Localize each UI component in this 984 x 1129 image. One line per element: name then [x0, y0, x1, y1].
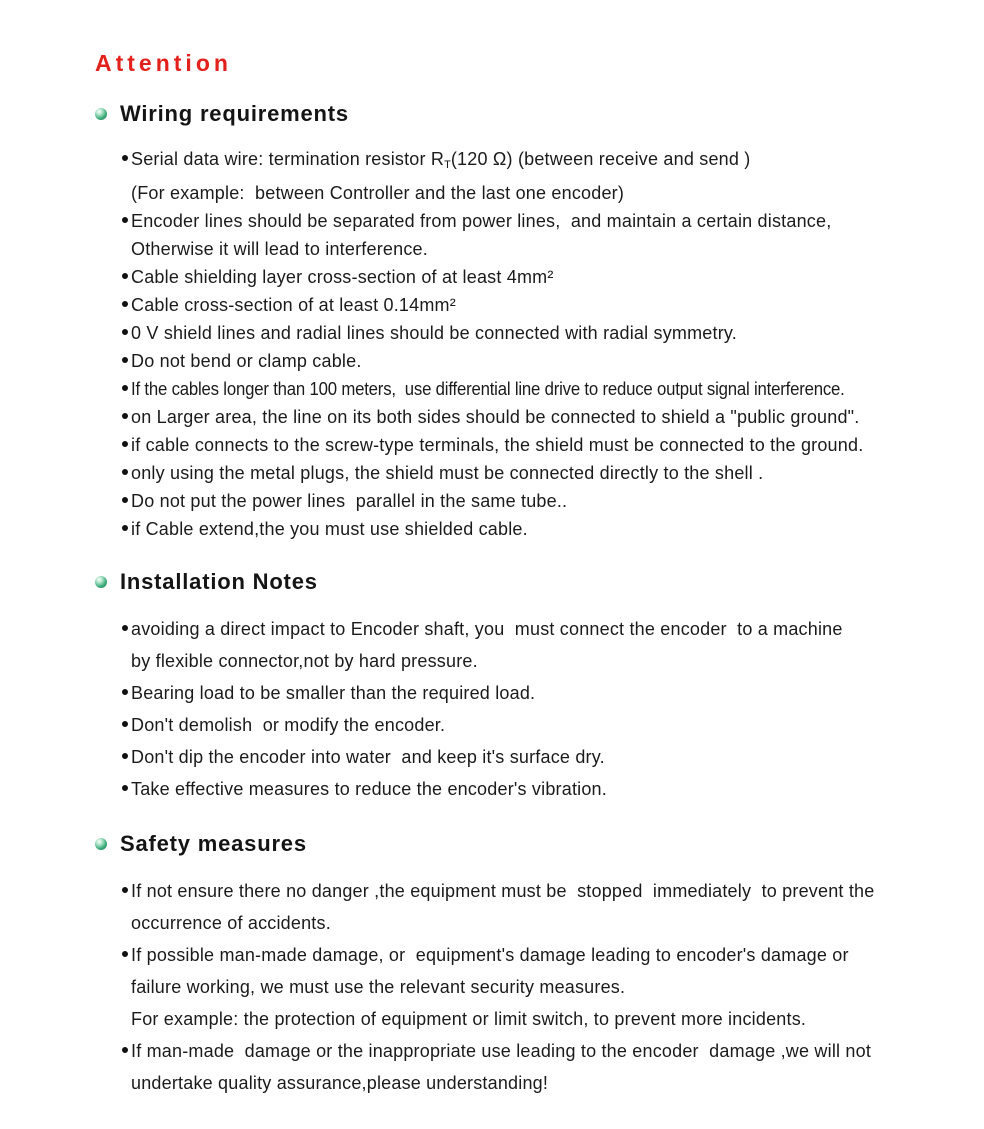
section-heading: Wiring requirements: [120, 101, 349, 126]
list-item-text: For example: the protection of equipment or limit switch, to prevent more incidents.: [131, 1009, 807, 1029]
bullet-dot-icon: [122, 525, 128, 531]
section-items: [122, 145, 984, 543]
list-item-line: [122, 235, 984, 263]
section-heading: Installation Notes: [120, 569, 318, 594]
list-item-text: 0 V shield lines and radial lines should be connected with radial symmetry.: [131, 323, 737, 343]
bullet-dot-icon: [122, 469, 128, 475]
bullet-dot-icon: [122, 753, 128, 759]
bullet-dot-icon: [122, 273, 128, 279]
list-item-text: Encoder lines should be separated from power lines, and maintain a certain distance,: [131, 211, 832, 231]
list-item-text: Do not bend or clamp cable.: [131, 351, 362, 371]
list-item-line: [122, 1035, 984, 1067]
list-item-line: [122, 431, 984, 459]
list-item-line: [122, 971, 984, 1003]
list-item-text: occurrence of accidents.: [131, 913, 331, 933]
section-heading-row: [95, 101, 984, 127]
bullet-dot-icon: [122, 951, 128, 957]
list-item-text: If not ensure there no danger ,the equipment must be stopped immediately to prevent the: [131, 881, 875, 901]
bullet-dot-icon: [122, 385, 128, 391]
section: [95, 831, 984, 1099]
bullet-dot-icon: [122, 887, 128, 893]
bullet-dot-icon: [122, 497, 128, 503]
bullet-dot-icon: [122, 301, 128, 307]
list-item-line: [122, 487, 984, 515]
list-item-line: [122, 1067, 984, 1099]
list-item-text: on Larger area, the line on its both sides should be connected to shield a "public ground".: [131, 407, 860, 427]
list-item-text: Serial data wire: termination resistor R: [131, 149, 445, 169]
list-item-line: [122, 677, 984, 709]
list-item-line: [122, 907, 984, 939]
section-heading-row: [95, 831, 984, 857]
list-item-line: [122, 207, 984, 235]
bullet-dot-icon: [122, 721, 128, 727]
bullet-dot-icon: [122, 625, 128, 631]
section: [95, 101, 984, 543]
bullet-dot-icon: [122, 785, 128, 791]
list-item-line: [122, 375, 984, 403]
list-item-text: If possible man-made damage, or equipment's damage leading to encoder's damage or: [131, 945, 849, 965]
bullet-dot-icon: [122, 217, 128, 223]
subscript-text: T: [444, 159, 451, 171]
list-item-text: Bearing load to be smaller than the required load.: [131, 683, 536, 703]
section-bullet-icon: [95, 838, 107, 850]
bullet-dot-icon: [122, 329, 128, 335]
list-item-line: [122, 515, 984, 543]
list-item-line: [122, 459, 984, 487]
list-item-text: only using the metal plugs, the shield must be connected directly to the shell .: [131, 463, 764, 483]
bullet-dot-icon: [122, 689, 128, 695]
list-item-line: [122, 1003, 984, 1035]
list-item-text: Cable cross-section of at least 0.14mm²: [131, 295, 456, 315]
list-item-text: failure working, we must use the relevant security measures.: [131, 977, 626, 997]
list-item-line: [122, 645, 984, 677]
sections-container: [95, 101, 984, 1099]
list-item-text: if Cable extend,the you must use shielded cable.: [131, 519, 528, 539]
list-item-line: [122, 875, 984, 907]
page-title: Attention: [95, 50, 232, 76]
list-item-line: [122, 145, 984, 179]
list-item-text: Cable shielding layer cross-section of at least 4mm²: [131, 267, 554, 287]
list-item-text: If the cables longer than 100 meters, use differential line drive to reduce output signal interference.: [131, 379, 845, 399]
list-item-line: [122, 263, 984, 291]
list-item-text: Otherwise it will lead to interference.: [131, 239, 428, 259]
section-items: [122, 613, 984, 805]
list-item-line: [122, 613, 984, 645]
list-item-line: [122, 319, 984, 347]
list-item-text: (120 Ω) (between receive and send ): [450, 149, 751, 169]
list-item-line: [122, 773, 984, 805]
list-item-line: [122, 291, 984, 319]
list-item-text: if cable connects to the screw-type terminals, the shield must be connected to the ground.: [131, 435, 864, 455]
bullet-dot-icon: [122, 155, 128, 161]
list-item-text: undertake quality assurance,please understanding!: [131, 1073, 549, 1093]
section-bullet-icon: [95, 108, 107, 120]
bullet-dot-icon: [122, 357, 128, 363]
list-item-text: Take effective measures to reduce the encoder's vibration.: [131, 779, 607, 799]
section-bullet-icon: [95, 576, 107, 588]
list-item-line: [122, 939, 984, 971]
list-item-line: [122, 179, 984, 207]
section-heading: Safety measures: [120, 831, 307, 856]
bullet-dot-icon: [122, 413, 128, 419]
list-item-text: avoiding a direct impact to Encoder shaft, you must connect the encoder to a machine: [131, 619, 843, 639]
section: [95, 569, 984, 805]
list-item-text: (For example: between Controller and the last one encoder): [131, 183, 625, 203]
list-item-text: If man-made damage or the inappropriate use leading to the encoder damage ,we will not: [131, 1041, 872, 1061]
list-item-text: Don't demolish or modify the encoder.: [131, 715, 446, 735]
list-item-text: Don't dip the encoder into water and keep it's surface dry.: [131, 747, 605, 767]
list-item-text: by flexible connector,not by hard pressure.: [131, 651, 478, 671]
section-items: [122, 875, 984, 1099]
list-item-line: [122, 403, 984, 431]
section-heading-row: [95, 569, 984, 595]
bullet-dot-icon: [122, 1047, 128, 1053]
bullet-dot-icon: [122, 441, 128, 447]
list-item-text: Do not put the power lines parallel in the same tube..: [131, 491, 568, 511]
list-item-line: [122, 347, 984, 375]
list-item-line: [122, 741, 984, 773]
list-item-line: [122, 709, 984, 741]
